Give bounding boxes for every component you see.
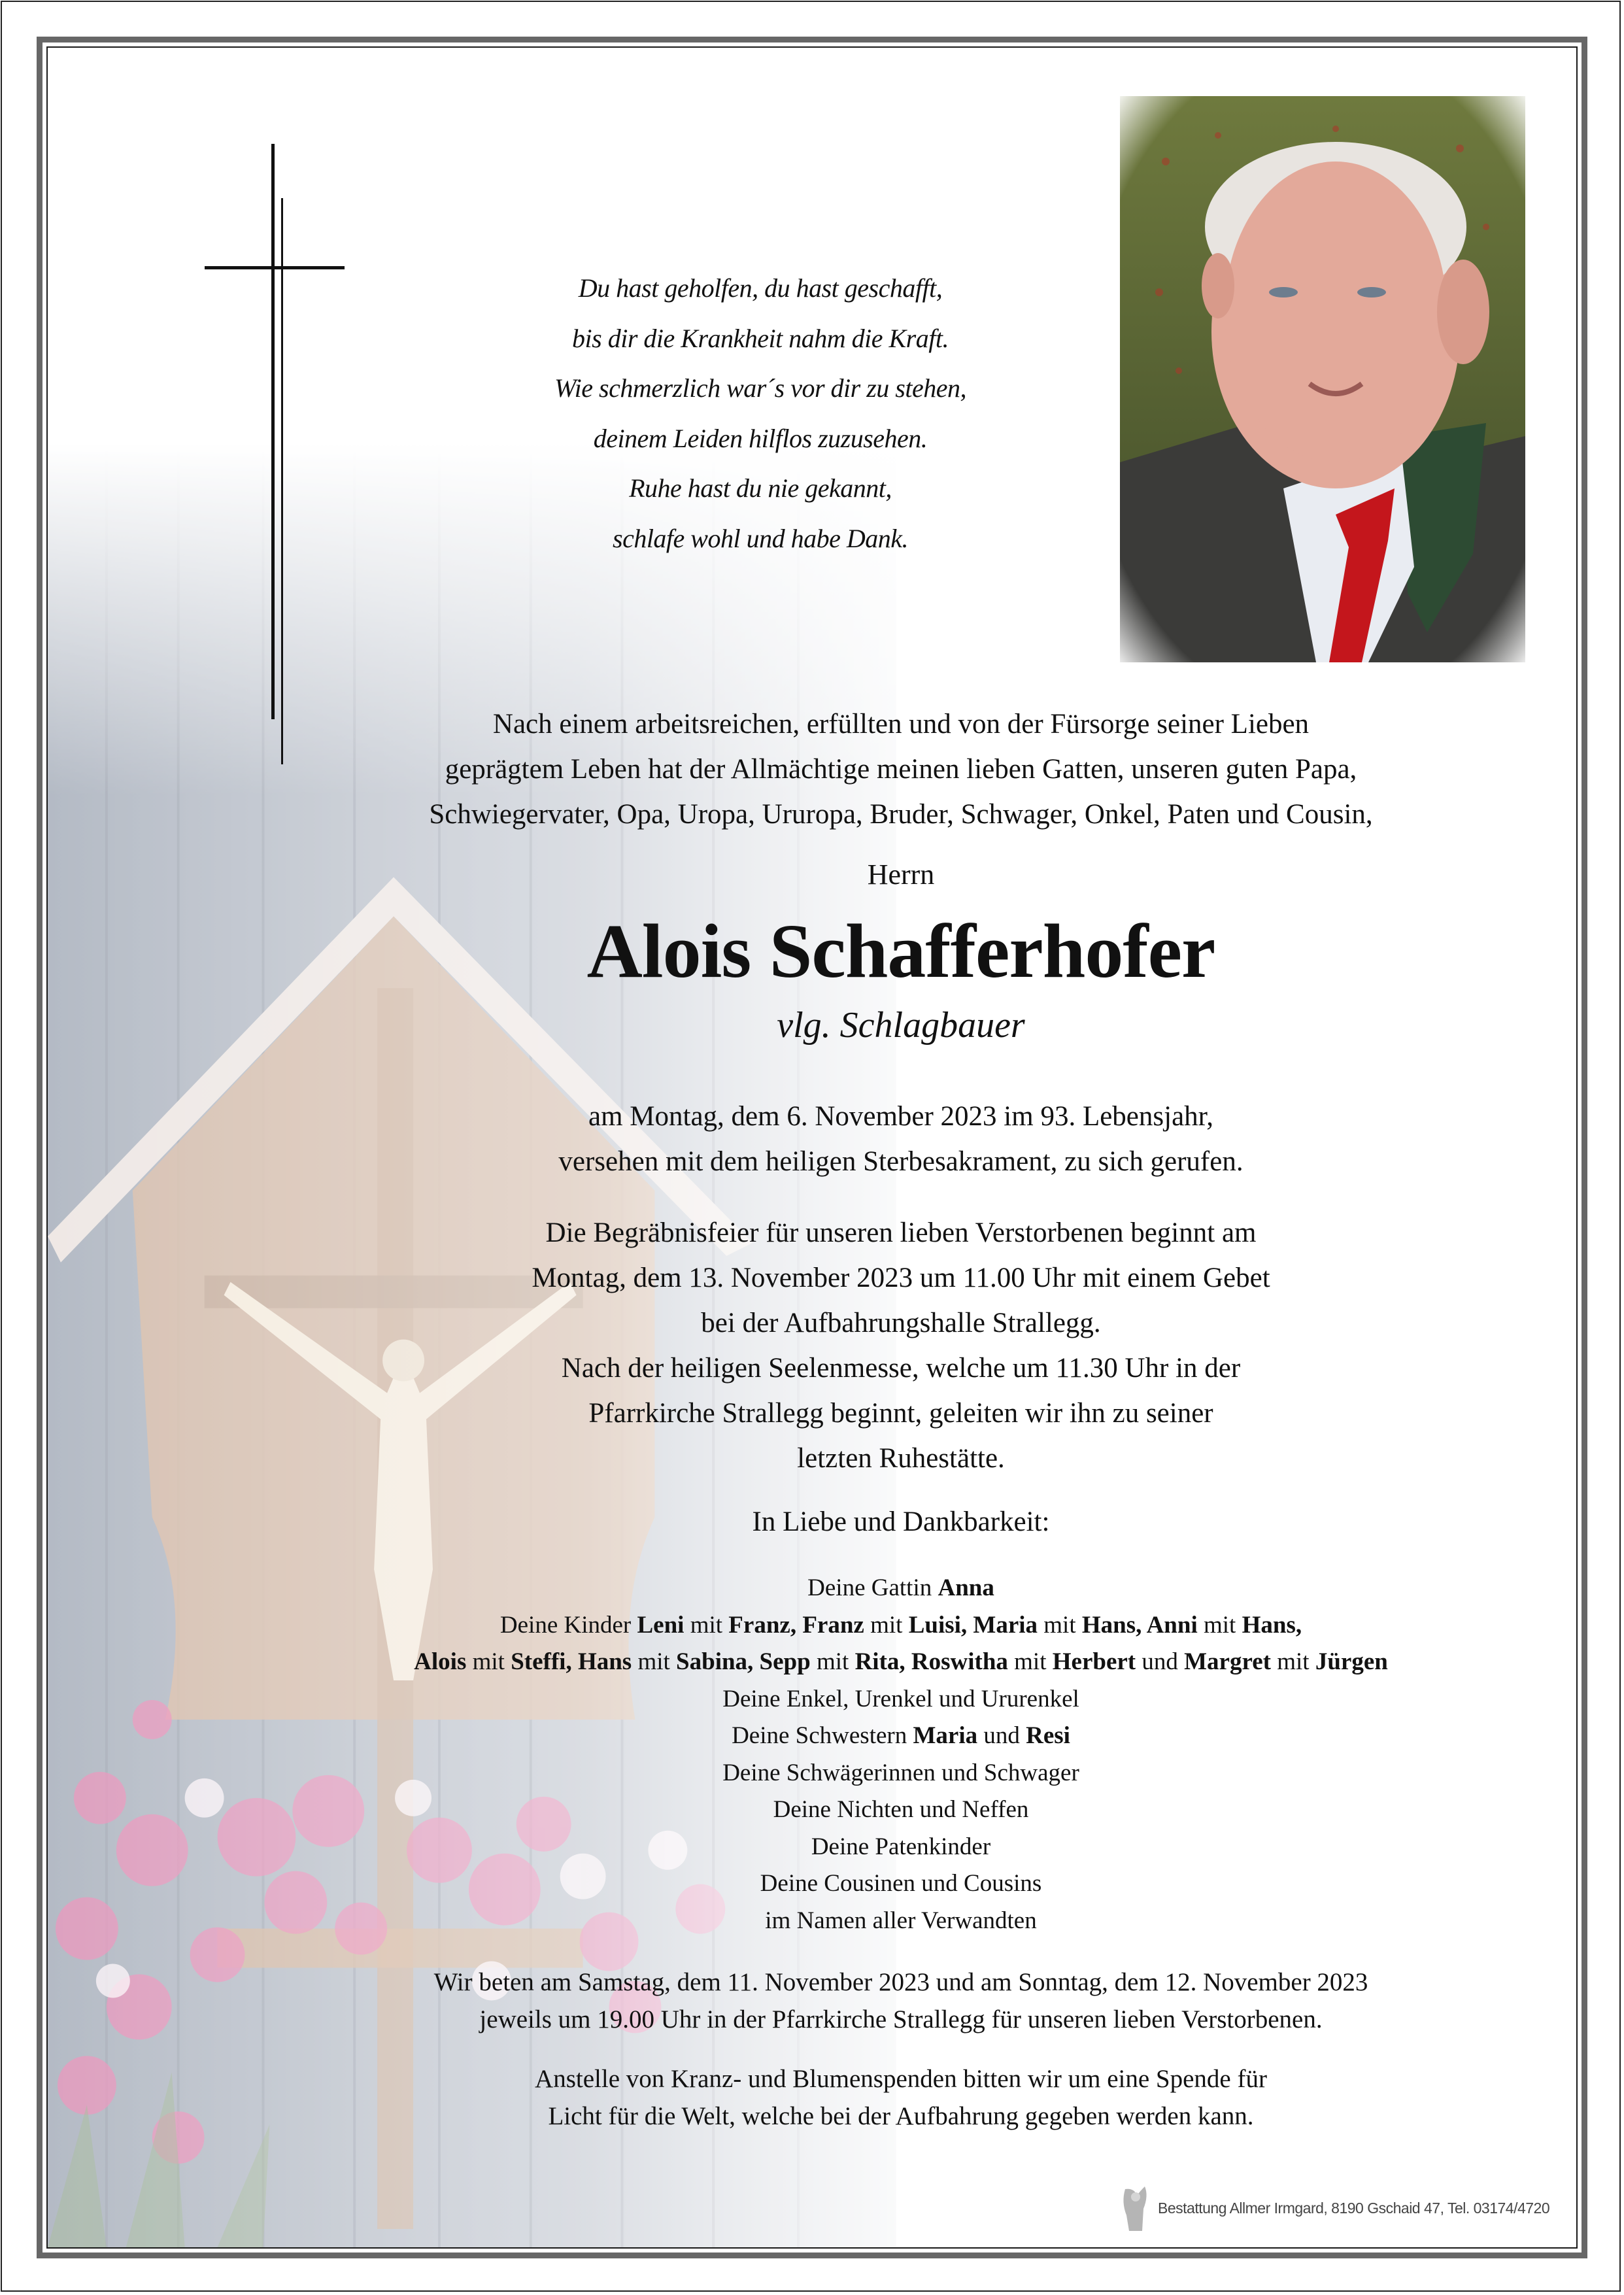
mourner-name: Luisi, Maria: [908, 1611, 1038, 1639]
funeral-line: Die Begräbnisfeier für unseren lieben Verstorbenen beginnt am: [545, 1217, 1257, 1248]
mourner-name: Hans,: [1242, 1611, 1302, 1639]
mourner-line: [362, 1755, 1440, 1792]
mourner-name: Hans, Anni: [1081, 1611, 1198, 1639]
poem-line: deinem Leiden hilflos zuzusehen.: [593, 423, 928, 453]
mourner-name: Steffi, Hans: [511, 1648, 632, 1675]
mourner-name: Margret: [1184, 1648, 1271, 1675]
mourner-name: Rita, Roswitha: [854, 1648, 1008, 1675]
poem-line: schlafe wohl und habe Dank.: [613, 523, 908, 553]
mourner-name: Herbert: [1052, 1648, 1136, 1675]
deceased-name: Alois Schafferhofer: [586, 908, 1215, 994]
mourner-line: [362, 1607, 1440, 1644]
mourner-name: Resi: [1026, 1722, 1070, 1749]
mourner-name: Anna: [938, 1574, 994, 1601]
mourner-text: mit: [632, 1648, 677, 1675]
intro-line: geprägtem Leben hat der Allmächtige meinen lieben Gatten, unseren guten Papa,: [445, 754, 1357, 785]
prayer-line: jeweils um 19.00 Uhr in der Pfarrkirche Strallegg für unseren lieben Verstorbenen.: [479, 2005, 1323, 2033]
death-notice-line: versehen mit dem heiligen Sterbesakrament, zu sich gerufen.: [558, 1146, 1243, 1177]
mourner-text: Deine Cousinen und Cousins: [760, 1870, 1042, 1897]
cross-vertical-bar: [271, 144, 275, 719]
mourner-text: mit: [864, 1611, 909, 1639]
mourner-text: Deine Nichten und Neffen: [773, 1796, 1029, 1823]
funeral-line: bei der Aufbahrungshalle Strallegg.: [701, 1308, 1101, 1338]
intro-paragraph: [362, 702, 1440, 837]
mourner-text: mit: [1007, 1648, 1053, 1675]
donation-notice: [362, 2060, 1440, 2135]
mourner-text: Deine Patenkinder: [811, 1833, 991, 1860]
portrait-photo: [1120, 96, 1525, 662]
mourner-text: mit: [684, 1611, 729, 1639]
prayer-notice: [362, 1964, 1440, 2038]
mourner-text: Deine Schwägerinnen und Schwager: [722, 1759, 1079, 1786]
poem-line: bis dir die Krankheit nahm die Kraft.: [572, 323, 949, 353]
death-notice-line: am Montag, dem 6. November 2023 im 93. Lebensjahr,: [588, 1101, 1213, 1132]
memorial-poem: [453, 264, 1068, 564]
mourner-name: Maria: [913, 1722, 978, 1749]
mourner-text: mit: [466, 1648, 511, 1675]
funeral-line: Nach der heiligen Seelenmesse, welche um 11.30 Uhr in der: [561, 1353, 1241, 1384]
mourner-text: Deine Enkel, Urenkel und Ururenkel: [722, 1685, 1079, 1712]
deceased-vulgo-name: vlg. Schlagbauer: [777, 1005, 1025, 1046]
mourner-text: Deine Gattin: [807, 1574, 938, 1601]
mourner-text: im Namen aller Verwandten: [765, 1907, 1037, 1934]
salutation: Herrn: [867, 858, 935, 891]
mourner-line: [362, 1570, 1440, 1607]
mourner-line: [362, 1829, 1440, 1866]
funeral-line: letzten Ruhestätte.: [797, 1443, 1005, 1474]
mourner-name: Franz, Franz: [728, 1611, 864, 1639]
mourner-line: [362, 1792, 1440, 1829]
prayer-line: Wir beten am Samstag, dem 11. November 2023 und am Sonntag, dem 12. November 2023: [433, 1968, 1368, 1996]
poem-line: Du hast geholfen, du hast geschafft,: [578, 273, 943, 303]
mourner-name: Jürgen: [1315, 1648, 1388, 1675]
mourner-text: mit: [1270, 1648, 1315, 1675]
cross-shadow-bar: [281, 198, 283, 764]
mourner-line: [362, 1718, 1440, 1755]
mourners-list: [362, 1570, 1440, 1939]
intro-line: Nach einem arbeitsreichen, erfüllten und von der Fürsorge seiner Lieben: [492, 709, 1310, 740]
mourner-line: [362, 1865, 1440, 1903]
mourner-line: [362, 1903, 1440, 1940]
intro-line: Schwiegervater, Opa, Uropa, Ururopa, Bruder, Schwager, Onkel, Paten und Cousin,: [429, 799, 1373, 830]
mourner-text: Deine Kinder: [499, 1611, 637, 1639]
mourner-text: Deine Schwestern: [732, 1722, 913, 1749]
mourner-text: mit: [1038, 1611, 1082, 1639]
mourner-text: und: [1136, 1648, 1185, 1675]
mourner-name: Alois: [414, 1648, 467, 1675]
funeral-home-text: Bestattung Allmer Irmgard, 8190 Gschaid 47, Tel. 03174/4720: [1158, 2199, 1550, 2217]
mourner-name: Sabina, Sepp: [676, 1648, 811, 1675]
mourner-line: [362, 1681, 1440, 1718]
mourner-name: Leni: [637, 1611, 685, 1639]
funeral-details: [362, 1210, 1440, 1481]
donation-line: Licht für die Welt, welche bei der Aufbahrung gegeben werden kann.: [548, 2102, 1254, 2130]
cross-horizontal-bar: [205, 266, 345, 269]
angel-icon: [1120, 2183, 1151, 2234]
poem-line: Ruhe hast du nie gekannt,: [629, 473, 892, 503]
mourner-text: und: [977, 1722, 1026, 1749]
funeral-home-footer: [1120, 2183, 1549, 2234]
poem-line: Wie schmerzlich war´s vor dir zu stehen,: [554, 373, 966, 403]
mourner-text: mit: [810, 1648, 855, 1675]
mourner-line: [362, 1644, 1440, 1681]
donation-line: Anstelle von Kranz- und Blumenspenden bitten wir um eine Spende für: [535, 2065, 1267, 2093]
obituary-card: [46, 46, 1578, 2249]
death-notice: [362, 1094, 1440, 1184]
mourner-text: mit: [1197, 1611, 1242, 1639]
mourners-heading: In Liebe und Dankbarkeit:: [752, 1506, 1050, 1537]
funeral-line: Pfarrkirche Strallegg beginnt, geleiten wir ihn zu seiner: [588, 1398, 1213, 1429]
funeral-line: Montag, dem 13. November 2023 um 11.00 Uhr mit einem Gebet: [532, 1263, 1270, 1293]
